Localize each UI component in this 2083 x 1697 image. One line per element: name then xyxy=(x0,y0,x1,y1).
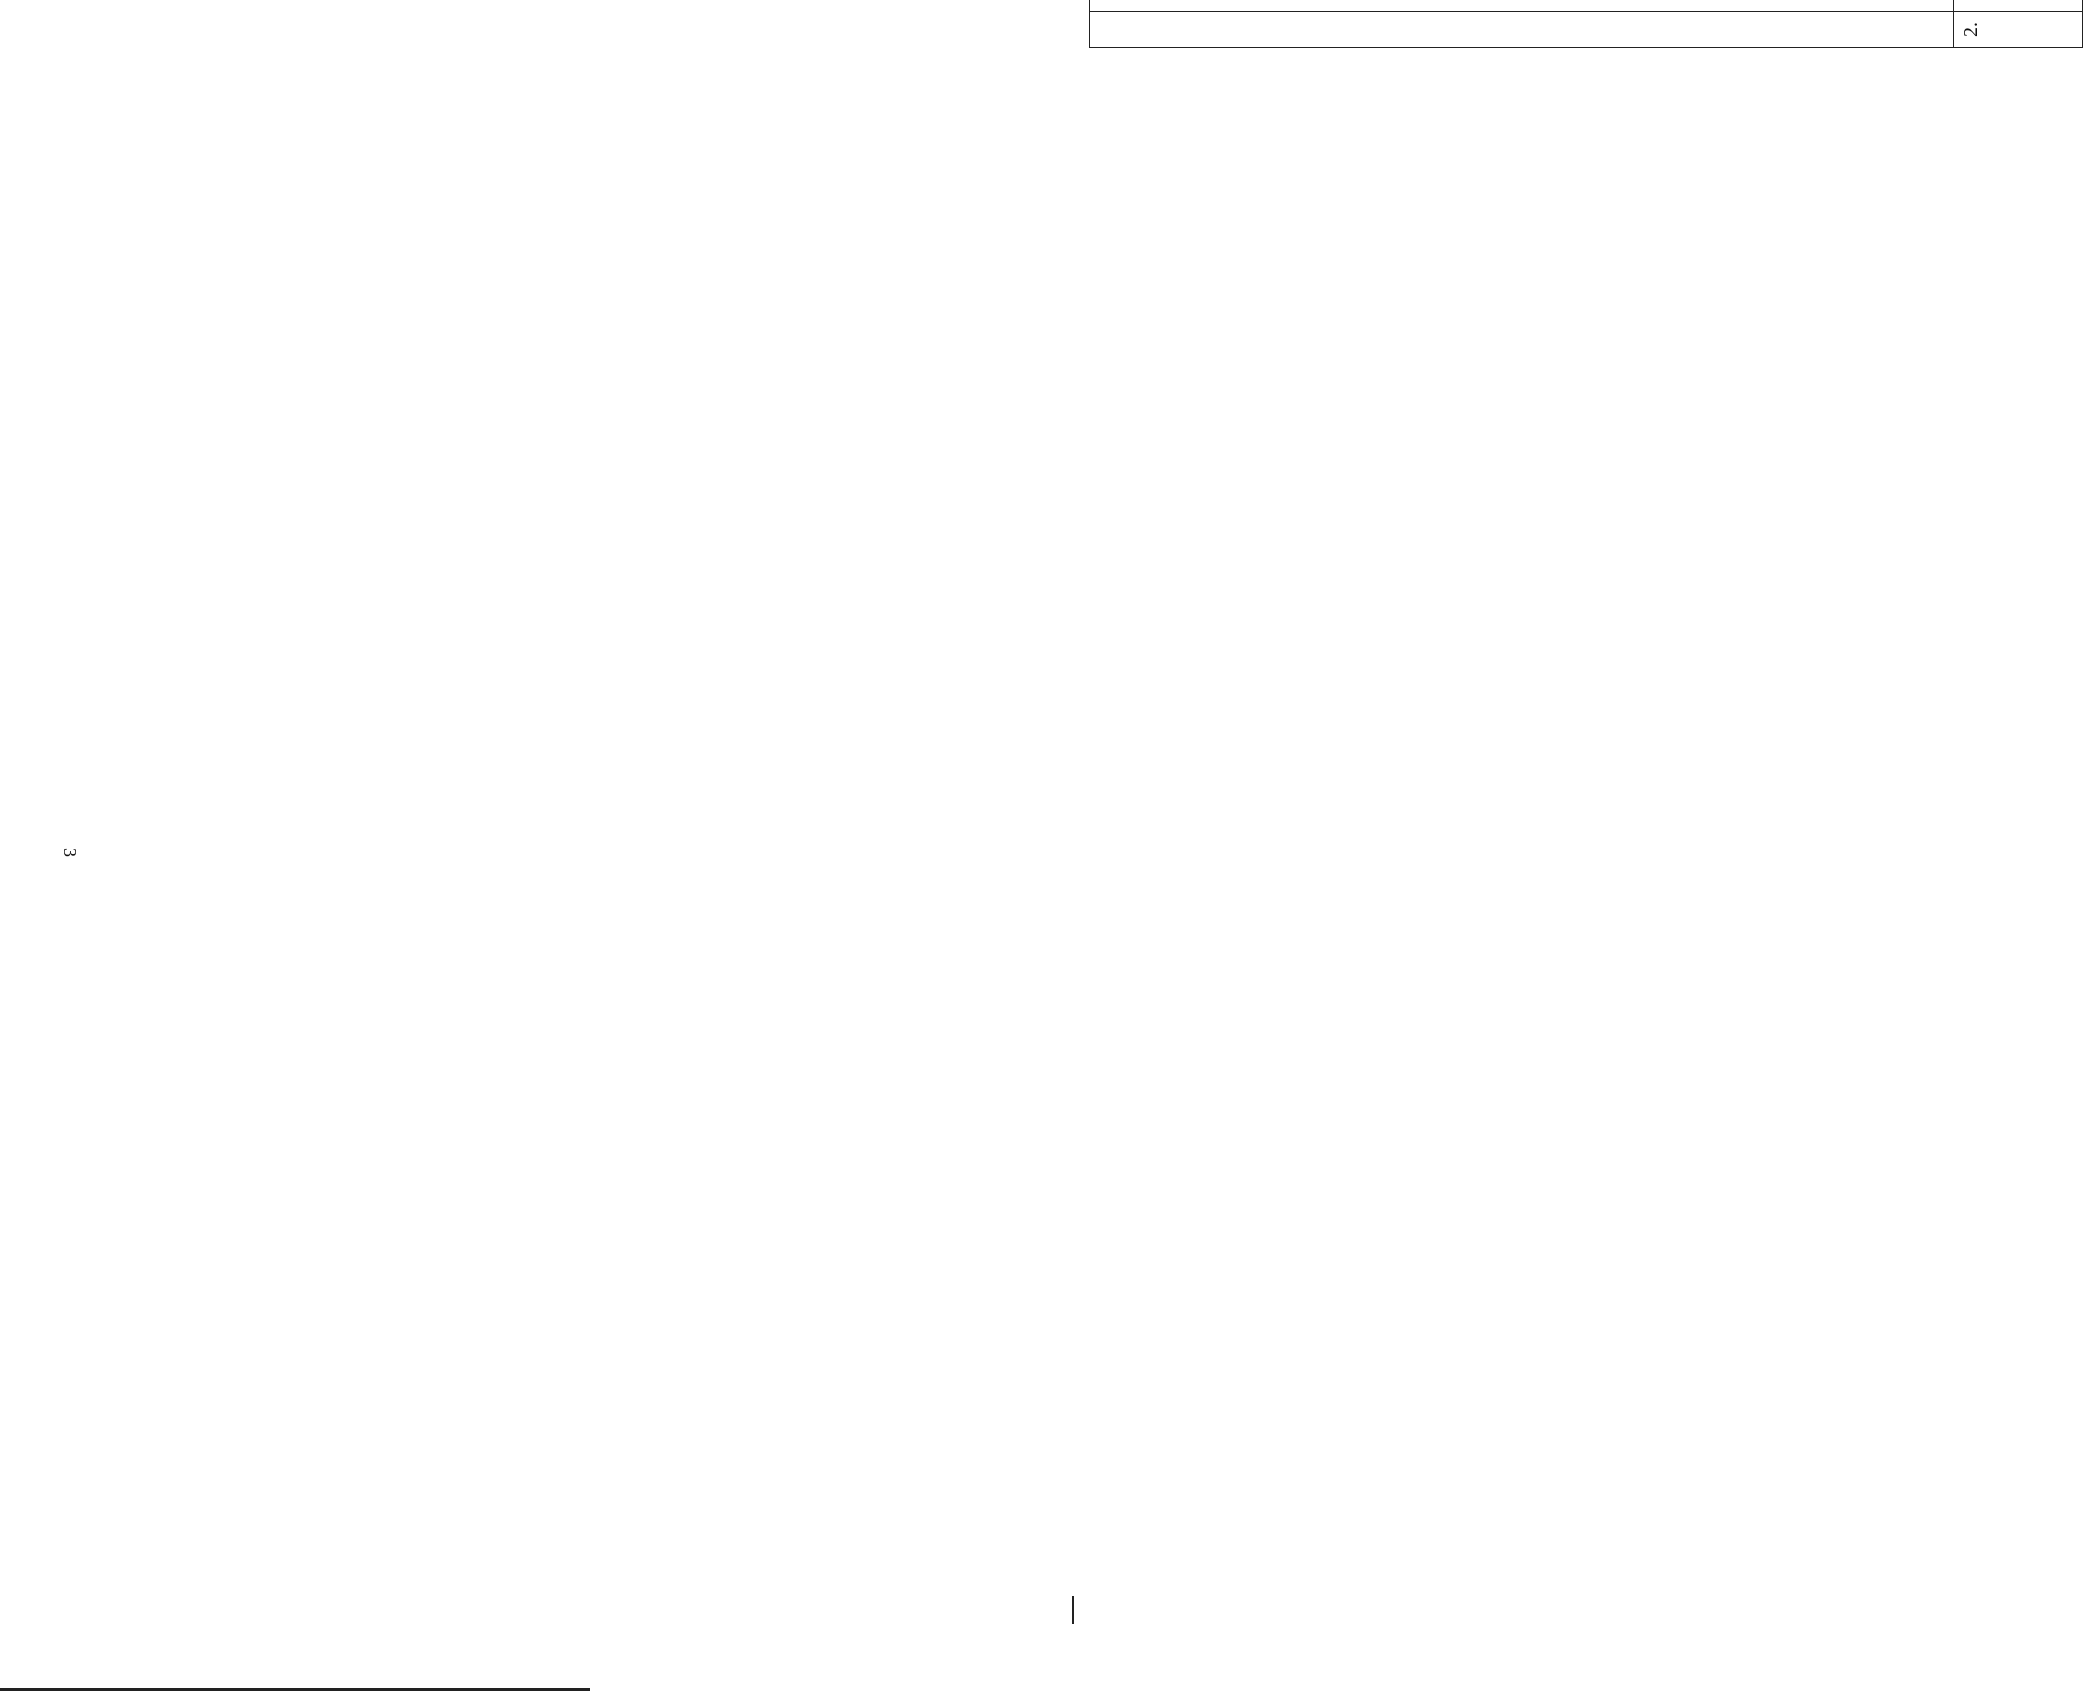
margin-mark xyxy=(1072,1596,1074,1624)
table-row xyxy=(1954,0,2083,48)
row-number-cell xyxy=(1090,12,1954,48)
document-table xyxy=(1089,0,2083,48)
document-table-rotated xyxy=(1089,0,2059,48)
category-cell xyxy=(1090,0,1954,12)
page-number: 3 xyxy=(60,848,80,857)
scan-edge-line xyxy=(0,1688,590,1691)
category-cell xyxy=(1954,0,2083,12)
row-number-cell: 2. xyxy=(1954,12,2083,48)
table-row xyxy=(1090,0,1954,48)
